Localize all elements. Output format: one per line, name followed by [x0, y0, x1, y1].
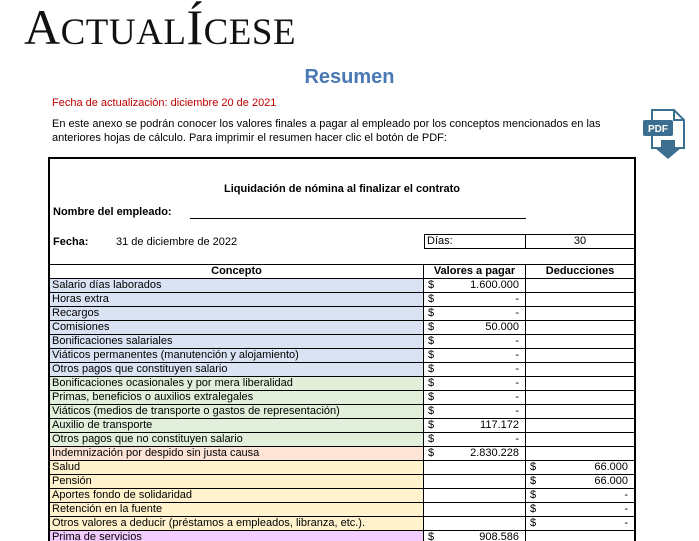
valor-cell	[424, 461, 526, 475]
valor-amount: -	[515, 405, 519, 417]
date-label: Fecha:	[53, 236, 89, 248]
concepto-cell: Pensión	[50, 475, 424, 489]
deduccion-cell	[526, 321, 634, 335]
valor-amount: -	[515, 335, 519, 347]
page-title: Resumen	[304, 66, 395, 88]
currency-symbol: $	[428, 419, 435, 431]
logo-part-2: CESE	[203, 12, 297, 53]
valor-amount: 2.830.228	[470, 447, 519, 459]
deduccion-cell	[526, 363, 634, 377]
valor-cell	[424, 349, 526, 363]
valor-amount: 1.600.000	[470, 279, 519, 291]
pdf-download-icon	[640, 108, 692, 162]
table-row	[50, 335, 634, 349]
currency-symbol: $	[428, 363, 435, 375]
concepto-cell: Otros pagos que constituyen salario	[50, 363, 424, 377]
currency-symbol: $	[428, 531, 435, 541]
table-row	[50, 447, 634, 461]
concepto-cell: Salud	[50, 461, 424, 475]
header-valores: Valores a pagar	[424, 264, 526, 279]
table-row	[50, 363, 634, 377]
concepto-cell: Comisiones	[50, 321, 424, 335]
valor-cell	[424, 405, 526, 419]
valor-cell	[424, 433, 526, 447]
valor-cell	[424, 363, 526, 377]
valor-cell	[424, 531, 526, 541]
currency-symbol: $	[530, 461, 537, 473]
form-title: Liquidación de nómina al finalizar el contrato	[224, 183, 460, 195]
deduccion-cell	[526, 377, 634, 391]
valor-cell	[424, 293, 526, 307]
actualicese-logo	[24, 0, 297, 55]
table-row	[50, 279, 634, 293]
valor-amount: -	[515, 363, 519, 375]
concepto-cell: Indemnización por despido sin justa causa	[50, 447, 424, 461]
valor-cell	[424, 307, 526, 321]
concepto-cell: Otros valores a deducir (préstamos a empleados, libranza, etc.).	[50, 517, 424, 531]
table-row	[50, 307, 634, 321]
deduccion-amount: -	[624, 489, 628, 501]
deduccion-cell	[526, 391, 634, 405]
table-row	[50, 489, 634, 503]
logo-letter-a: A	[24, 0, 61, 55]
table-row	[50, 517, 634, 531]
valor-cell	[424, 489, 526, 503]
header-concepto: Concepto	[50, 264, 424, 279]
deduccion-amount: -	[624, 517, 628, 529]
deduccion-amount: 66.000	[594, 461, 628, 473]
currency-symbol: $	[530, 475, 537, 487]
table-row	[50, 377, 634, 391]
currency-symbol: $	[428, 377, 435, 389]
concepto-cell: Aportes fondo de solidaridad	[50, 489, 424, 503]
currency-symbol: $	[530, 489, 537, 501]
table-row	[50, 433, 634, 447]
currency-symbol: $	[428, 391, 435, 403]
concepto-cell: Bonificaciones salariales	[50, 335, 424, 349]
table-row	[50, 503, 634, 517]
deduccion-cell	[526, 433, 634, 447]
deduccion-cell	[526, 335, 634, 349]
valor-cell	[424, 391, 526, 405]
valor-cell	[424, 517, 526, 531]
valor-cell	[424, 419, 526, 433]
currency-symbol: $	[428, 335, 435, 347]
deduccion-cell	[526, 461, 634, 475]
concepto-cell: Primas, beneficios o auxilios extralegales	[50, 391, 424, 405]
currency-symbol: $	[428, 307, 435, 319]
valor-amount: -	[515, 293, 519, 305]
concepto-cell: Horas extra	[50, 293, 424, 307]
table-row	[50, 293, 634, 307]
currency-symbol: $	[530, 517, 537, 529]
valor-cell	[424, 335, 526, 349]
valor-amount: -	[515, 377, 519, 389]
days-value[interactable]: 30	[525, 234, 636, 249]
pdf-label: PDF	[648, 124, 668, 135]
concepto-cell: Retención en la fuente	[50, 503, 424, 517]
concepto-cell: Bonificaciones ocasionales y por mera liberalidad	[50, 377, 424, 391]
table-row	[50, 321, 634, 335]
deduccion-cell	[526, 419, 634, 433]
logo-part-1: CTUAL	[60, 12, 187, 53]
valor-cell	[424, 503, 526, 517]
concepto-cell: Viáticos (medios de transporte o gastos de representación)	[50, 405, 424, 419]
table-row	[50, 419, 634, 433]
deduccion-cell	[526, 405, 634, 419]
currency-symbol: $	[428, 349, 435, 361]
valor-amount: 117.172	[480, 419, 519, 431]
concepts-table	[50, 279, 634, 541]
currency-symbol: $	[428, 447, 435, 459]
currency-symbol: $	[428, 279, 435, 291]
deduccion-cell	[526, 447, 634, 461]
valor-amount: -	[515, 433, 519, 445]
deduccion-cell	[526, 475, 634, 489]
valor-amount: -	[515, 391, 519, 403]
table-row	[50, 349, 634, 363]
valor-cell	[424, 321, 526, 335]
liquidation-form	[48, 157, 636, 541]
deduccion-cell	[526, 517, 634, 531]
deduccion-cell	[526, 503, 634, 517]
valor-amount: -	[515, 307, 519, 319]
concepto-cell: Salario días laborados	[50, 279, 424, 293]
currency-symbol: $	[428, 433, 435, 445]
table-row	[50, 475, 634, 489]
table-row	[50, 531, 634, 541]
deduccion-cell	[526, 349, 634, 363]
concepto-cell: Auxilio de transporte	[50, 419, 424, 433]
pdf-download-button[interactable]	[640, 108, 692, 162]
concepto-cell: Otros pagos que no constituyen salario	[50, 433, 424, 447]
header-deducciones: Deducciones	[526, 264, 634, 279]
valor-amount: 908.586	[479, 531, 519, 541]
deduccion-amount: -	[624, 503, 628, 515]
date-value: 31 de diciembre de 2022	[116, 236, 238, 248]
valor-cell	[424, 377, 526, 391]
concepto-cell: Recargos	[50, 307, 424, 321]
valor-amount: -	[515, 349, 519, 361]
table-row	[50, 391, 634, 405]
concepto-cell: Prima de servicios	[50, 531, 424, 541]
table-row	[50, 405, 634, 419]
currency-symbol: $	[428, 293, 435, 305]
update-date: Fecha de actualización: diciembre 20 de 2021	[52, 97, 277, 109]
deduccion-cell	[526, 307, 634, 321]
days-label: Días:	[424, 234, 526, 249]
valor-amount: 50.000	[485, 321, 519, 333]
table-row	[50, 461, 634, 475]
deduccion-cell	[526, 489, 634, 503]
intro-text: En este anexo se podrán conocer los valores finales a pagar al empleado por los conceptos mencionados en las anteriores hojas de cálculo. Para imprimir el resumen hacer clic el botón de PDF:	[52, 118, 601, 144]
valor-cell	[424, 279, 526, 293]
logo-letter-i: Í	[186, 0, 204, 55]
currency-symbol: $	[428, 321, 435, 333]
valor-cell	[424, 447, 526, 461]
valor-cell	[424, 475, 526, 489]
concepto-cell: Viáticos permanentes (manutención y alojamiento)	[50, 349, 424, 363]
currency-symbol: $	[428, 405, 435, 417]
deduccion-cell	[526, 279, 634, 293]
employee-label: Nombre del empleado:	[53, 206, 172, 218]
currency-symbol: $	[530, 503, 537, 515]
employee-name-field[interactable]	[190, 218, 526, 219]
deduccion-amount: 66.000	[594, 475, 628, 487]
deduccion-cell	[526, 531, 634, 541]
deduccion-cell	[526, 293, 634, 307]
